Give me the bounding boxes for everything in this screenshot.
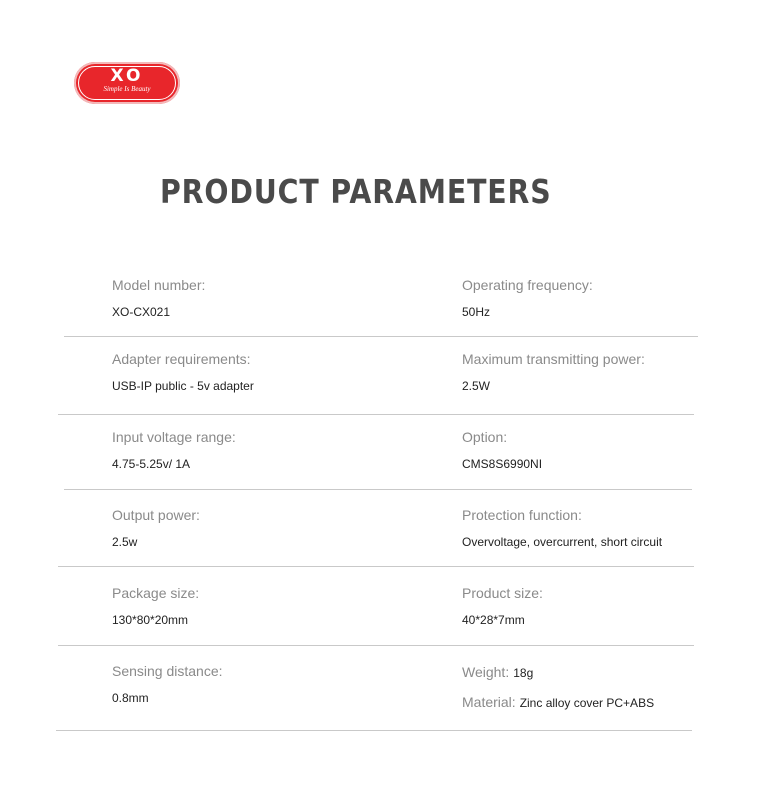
row-divider — [64, 489, 692, 490]
param-value: 130*80*20mm — [112, 613, 189, 627]
row-divider — [56, 730, 692, 731]
param-sensing-distance — [112, 663, 223, 705]
param-value: 18g — [513, 666, 534, 680]
param-label: Weight: — [462, 664, 510, 680]
param-value: Overvoltage, overcurrent, short circuit — [462, 535, 663, 549]
param-label: Adapter requirements: — [112, 351, 251, 367]
param-value: 0.8mm — [112, 691, 149, 705]
page-title: PRODUCT PARAMETERS — [160, 172, 552, 211]
param-label: Product size: — [462, 585, 543, 601]
param-value: Zinc alloy cover PC+ABS — [519, 696, 655, 710]
param-label: Package size: — [112, 585, 200, 601]
param-option — [462, 429, 542, 471]
param-label: Maximum transmitting power: — [462, 351, 645, 367]
row-divider — [58, 645, 694, 646]
param-material — [462, 694, 654, 712]
param-value: USB-IP public - 5v adapter — [112, 379, 254, 393]
param-product-size — [462, 585, 543, 627]
param-label: Output power: — [112, 507, 200, 523]
param-output-power — [112, 507, 200, 549]
param-label: Option: — [462, 429, 508, 445]
row-divider — [58, 414, 694, 415]
row-divider — [64, 336, 698, 337]
param-package-size — [112, 585, 199, 627]
logo-mark: XO — [110, 66, 144, 86]
param-label: Input voltage range: — [112, 429, 236, 445]
row-divider — [58, 566, 694, 567]
param-weight — [462, 664, 533, 682]
param-value: 4.75-5.25v/ 1A — [112, 457, 191, 471]
param-input-voltage-range — [112, 429, 236, 471]
param-label: Model number: — [112, 277, 206, 293]
param-value: 2.5W — [462, 379, 491, 393]
param-label: Operating frequency: — [462, 277, 593, 293]
param-value: 40*28*7mm — [462, 613, 525, 627]
param-value: XO-CX021 — [112, 305, 171, 319]
logo-tagline: Simple Is Beauty — [103, 85, 151, 93]
param-value: CMS8S6990NI — [462, 457, 543, 471]
param-max-transmitting-power — [462, 351, 645, 393]
param-label: Sensing distance: — [112, 663, 223, 679]
param-adapter-requirements — [112, 351, 254, 393]
param-model-number — [112, 277, 205, 319]
param-protection-function — [462, 507, 662, 549]
param-label: Material: — [462, 694, 516, 710]
param-operating-frequency — [462, 277, 593, 319]
brand-logo — [74, 62, 180, 104]
param-value: 50Hz — [462, 305, 491, 319]
param-value: 2.5w — [112, 535, 138, 549]
param-label: Protection function: — [462, 507, 582, 523]
